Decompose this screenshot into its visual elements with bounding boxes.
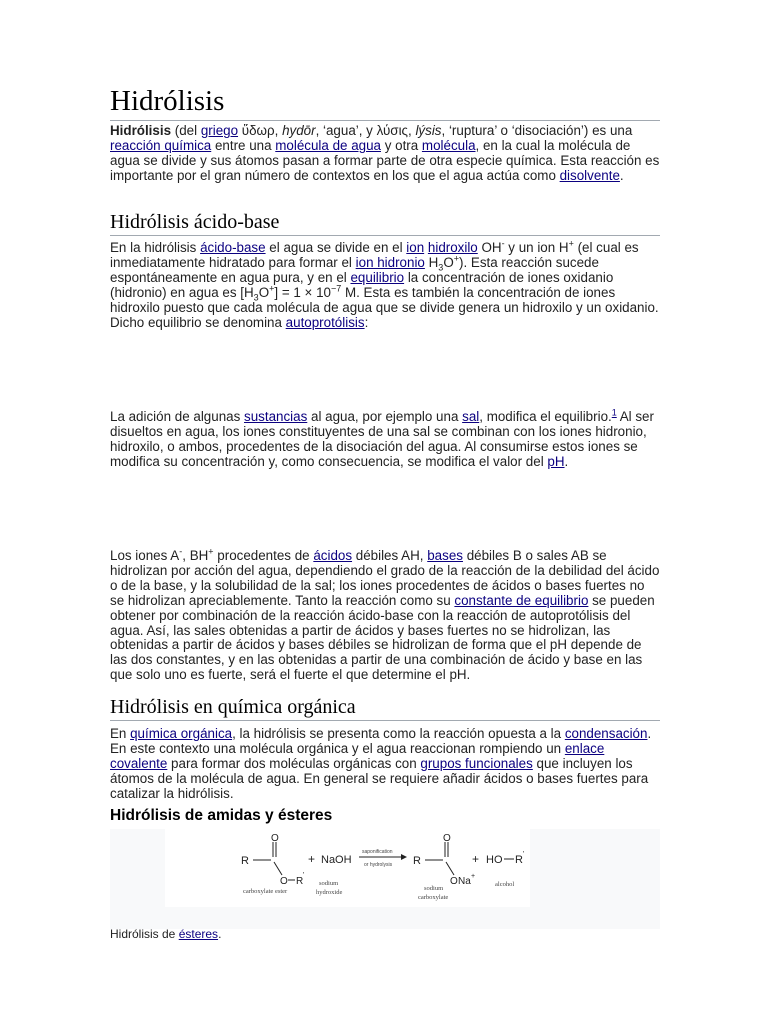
salt-carbonyl-o: O (443, 833, 451, 844)
reference-1[interactable]: 1 (611, 407, 617, 418)
link-griego[interactable]: griego (200, 123, 239, 138)
link-grupos-funcionales[interactable]: grupos funcionales (420, 755, 533, 771)
reaction-diagram (110, 829, 660, 929)
salt-na: Na (458, 876, 471, 887)
label-carboxylate-ester: carboxylate ester (243, 888, 288, 895)
label-naoh-hydroxide: hydroxide (316, 889, 343, 896)
label-naoh-sodium: sodium (319, 880, 339, 887)
label-alcohol: alcohol (495, 881, 515, 888)
salt-na-charge: + (471, 873, 476, 880)
plus-sign-2: + (472, 852, 480, 866)
alcohol-prime-mark: ' (523, 851, 525, 858)
intro-paragraph: Hidrólisis (del griego ὕδωρ, hydōr, ‘agua’, y λύσις, lýsis, ‘ruptura’ o ‘disociación’) es una reacción química entre una molécula de agua y otra molécula, en la cual la molécula de agua se divide y sus átomos pasan a formar parte de otra especie química. Esta reacción es importante por el gran número de contextos en los que el agua actúa como disolvente. (110, 123, 660, 183)
label-salt-carboxylate: carboxylate (418, 894, 449, 901)
figure-caption: Hidrólisis de ésteres. (110, 927, 222, 941)
link-autoprotolisis[interactable]: autoprotólisis (285, 314, 365, 330)
naoh-formula: NaOH (321, 854, 352, 866)
link-constante-de-equilibrio[interactable]: constante de equilibrio (454, 592, 589, 608)
acido-base-paragraph-1: En la hidrólisis ácido-base el agua se divide en el ion hidroxilo OH- y un ion H+ (el cual es inmediatamente hidratado para formar el ion hidronio $H_3O^+$). Esta reacción sucede espontáneamente en agua pura, y en el equilibrio la concentración de iones oxidanio (hidronio) en agua es $[H_3O^+] = 1 \times 10^{-7}$ M. Esta es también la concentración de iones hidroxilo puesto que cada molécula de agua que se divide genera un hidroxilo y un oxidanio. Dicho equilibrio se denomina autoprotólisis: (110, 238, 659, 330)
ester-r: R (241, 855, 249, 867)
diagram-background (165, 829, 530, 907)
plus-sign-1: + (308, 852, 316, 866)
subsection-heading-amidas-esteres: Hidrólisis de amidas y ésteres (110, 807, 333, 824)
ester-prime-mark: ' (303, 872, 305, 879)
link-reaccion-quimica[interactable]: reacción química (110, 137, 212, 153)
alcohol-ho: HO (486, 854, 503, 866)
link-sustancias[interactable]: sustancias (244, 409, 308, 424)
salt-r: R (413, 855, 421, 867)
ester-hydrolysis-figure (110, 829, 660, 929)
quimica-organica-paragraph: En química orgánica, la hidrólisis se presenta como la reacción opuesta a la condensación. En este contexto una molécula orgánica y el agua reaccionan rompiendo un enlace covalente para formar dos moléculas orgánicas con grupos funcionales que incluyen los átomos de la molécula de agua. En general se requiere añadir ácidos o bases fuertes para catalizar la hidrólisis. (110, 726, 652, 801)
label-salt-sodium: sodium (424, 885, 444, 892)
term-bold: Hidrólisis (110, 123, 172, 138)
link-disolvente[interactable]: disolvente (559, 167, 620, 183)
acido-base-paragraph-2: La adición de algunas sustancias al agua, por ejemplo una sal, modifica el equilibrio.$^1$ Al ser disueltos en agua, los iones constituyentes de una sal se combinan con los iones hidronio, hidroxilo, o ambos, procedentes de la disociación del agua. Al consumirse estos iones se modifica su concentración y, como consecuencia, se modifica el valor del pH. (110, 407, 654, 469)
alcohol-r: R (515, 854, 523, 866)
link-enlace-covalente[interactable]: enlace covalente (110, 740, 605, 771)
section-heading-quimica-organica: Hidrólisis en química orgánica (110, 694, 660, 721)
ester-single-o: O (280, 876, 288, 887)
link-sal[interactable]: sal (462, 409, 480, 424)
link-molecula-de-agua[interactable]: molécula de agua (275, 137, 381, 153)
link-equilibrio[interactable]: equilibrio (350, 269, 405, 285)
link-hidroxilo[interactable]: hidroxilo (427, 240, 478, 255)
link-acidos[interactable]: ácidos (313, 548, 353, 563)
page-title: Hidrólisis (110, 82, 660, 121)
link-bases[interactable]: bases (427, 548, 463, 563)
ester-carbonyl-o: O (271, 833, 279, 844)
ester-r-prime: R (296, 876, 304, 887)
link-ion[interactable]: ion (406, 240, 425, 255)
link-acido-base[interactable]: ácido-base (200, 240, 266, 255)
arrow-label-top: saponification (362, 849, 393, 855)
link-esteres[interactable]: ésteres (178, 927, 219, 941)
link-molecula[interactable]: molécula (421, 137, 476, 153)
section-heading-acido-base: Hidrólisis ácido-base (110, 209, 660, 236)
arrow-label-bottom: or hydrolysis (364, 862, 393, 868)
salt-o: O (450, 876, 458, 887)
link-condensacion[interactable]: condensación (564, 726, 648, 741)
acido-base-paragraph-3: Los iones A-, BH+ procedentes de ácidos débiles AH, bases débiles B o sales AB se hidrolizan por acción del agua, dependiendo el grado de la reacción de la debilidad del ácido o de la base, y la solubilidad de la sal; los iones procedentes de ácidos o bases fuertes no se hidrolizan apreciablemente. Tanto la reacción como su constante de equilibrio se pueden obtener por combinación de la reacción ácido-base con la reacción de autoprotólisis del agua. Así, las sales obtenidas a partir de ácidos y bases fuertes no se hidrolizan, las obtenidas a partir de ácidos y bases débiles se hidrolizan de forma que el pH depende de las dos constantes, y en las obtenidas a partir de una combinación de ácido y base en las que solo uno es fuerte, será el fuerte el que determine el pH. (110, 546, 660, 683)
link-ph[interactable]: pH (547, 453, 565, 469)
link-ion-hidronio[interactable]: ion hidronio (355, 254, 425, 270)
link-quimica-organica[interactable]: química orgánica (130, 726, 233, 741)
